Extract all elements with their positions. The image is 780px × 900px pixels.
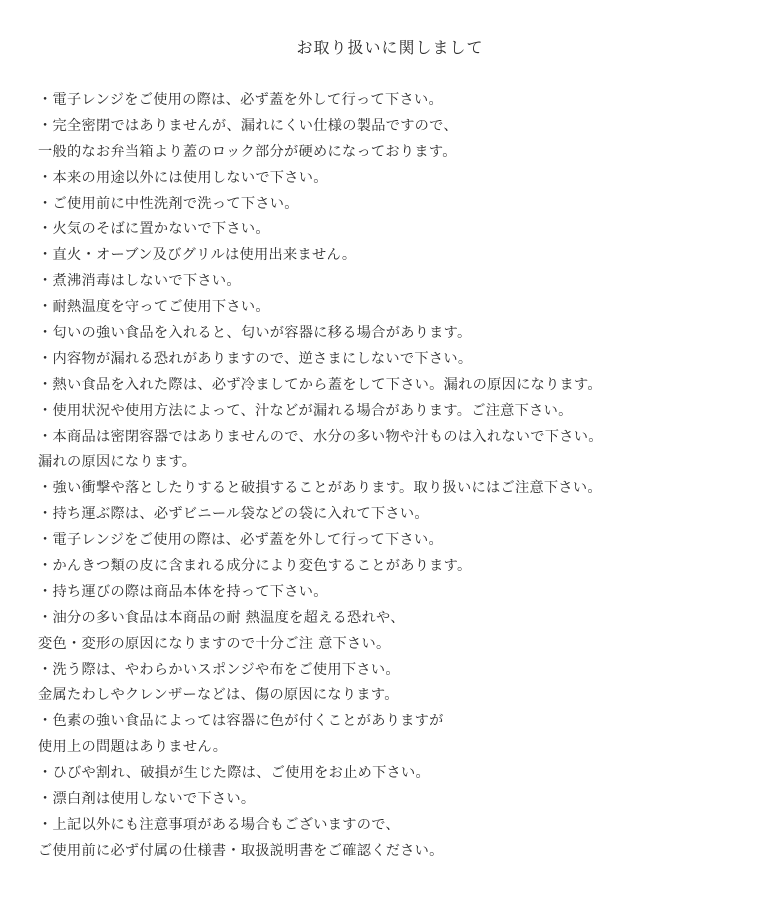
caution-line: ・完全密閉ではありませんが、漏れにくい仕様の製品ですので、: [38, 117, 458, 134]
caution-line: 使用上の問題はありません。: [38, 739, 228, 756]
caution-line: ・電子レンジをご使用の際は、必ず蓋を外して行って下さい。: [38, 532, 443, 549]
caution-line: ・ご使用前に中性洗剤で洗って下さい。: [38, 195, 299, 212]
caution-line: ご使用前に必ず付属の仕様書・取扱説明書をご確認ください。: [38, 842, 444, 859]
caution-line: 金属たわしやクレンザーなどは、傷の原因になります。: [38, 687, 399, 704]
caution-line: ・強い衝撃や落としたりすると破損することがあります。取り扱いにはご注意下さい。: [38, 480, 602, 497]
caution-line: ・ひびや割れ、破損が生じた際は、ご使用をお止め下さい。: [38, 765, 431, 782]
caution-line: ・熱い食品を入れた際は、必ず冷ましてから蓋をして下さい。漏れの原因になります。: [38, 376, 602, 393]
caution-line: ・本来の用途以外には使用しないで下さい。: [38, 169, 328, 186]
caution-line: ・電子レンジをご使用の際は、必ず蓋を外して行って下さい。: [38, 92, 443, 108]
caution-line: ・色素の強い食品によっては容器に色が付くことがありますが: [38, 713, 444, 730]
caution-line: 一般的なお弁当箱より蓋のロック部分が硬めになっております。: [38, 143, 457, 160]
caution-line: ・油分の多い食品は本商品の耐 熱温度を超える恐れや、: [38, 609, 405, 626]
caution-line: ・直火・オーブン及びグリルは使用出来ません。: [38, 247, 357, 264]
caution-line: ・持ち運ぶ際は、必ずビニール袋などの袋に入れて下さい。: [38, 506, 429, 523]
caution-line: ・匂いの強い食品を入れると、匂いが容器に移る場合があります。: [38, 325, 472, 342]
caution-line: ・内容物が漏れる恐れがありますので、逆さまにしないで下さい。: [38, 350, 473, 367]
document-title: お取り扱いに関しまして: [296, 38, 484, 57]
caution-line: ・上記以外にも注意事項がある場合もございますので、: [38, 816, 400, 833]
caution-list: [38, 88, 768, 865]
caution-line: ・火気のそばに置かないで下さい。: [38, 221, 270, 238]
caution-line: ・使用状況や使用方法によって、汁などが漏れる場合があります。ご注意下さい。: [38, 402, 573, 419]
caution-line: ・本商品は密閉容器ではありませんので、水分の多い物や汁ものは入れないで下さい。: [38, 428, 603, 445]
caution-line: ・持ち運びの際は商品本体を持って下さい。: [38, 583, 328, 600]
caution-line: ・洗う際は、やわらかいスポンジや布をご使用下さい。: [38, 661, 400, 678]
caution-line: 漏れの原因になります。: [38, 454, 197, 471]
caution-line: 変色・変形の原因になりますので十分ご注 意下さい。: [38, 635, 391, 652]
caution-line: ・耐熱温度を守ってご使用下さい。: [38, 299, 270, 316]
caution-line: ・漂白剤は使用しないで下さい。: [38, 791, 256, 808]
caution-line: ・煮沸消毒はしないで下さい。: [38, 273, 241, 290]
caution-line: ・かんきつ類の皮に含まれる成分により変色することがあります。: [38, 558, 472, 575]
